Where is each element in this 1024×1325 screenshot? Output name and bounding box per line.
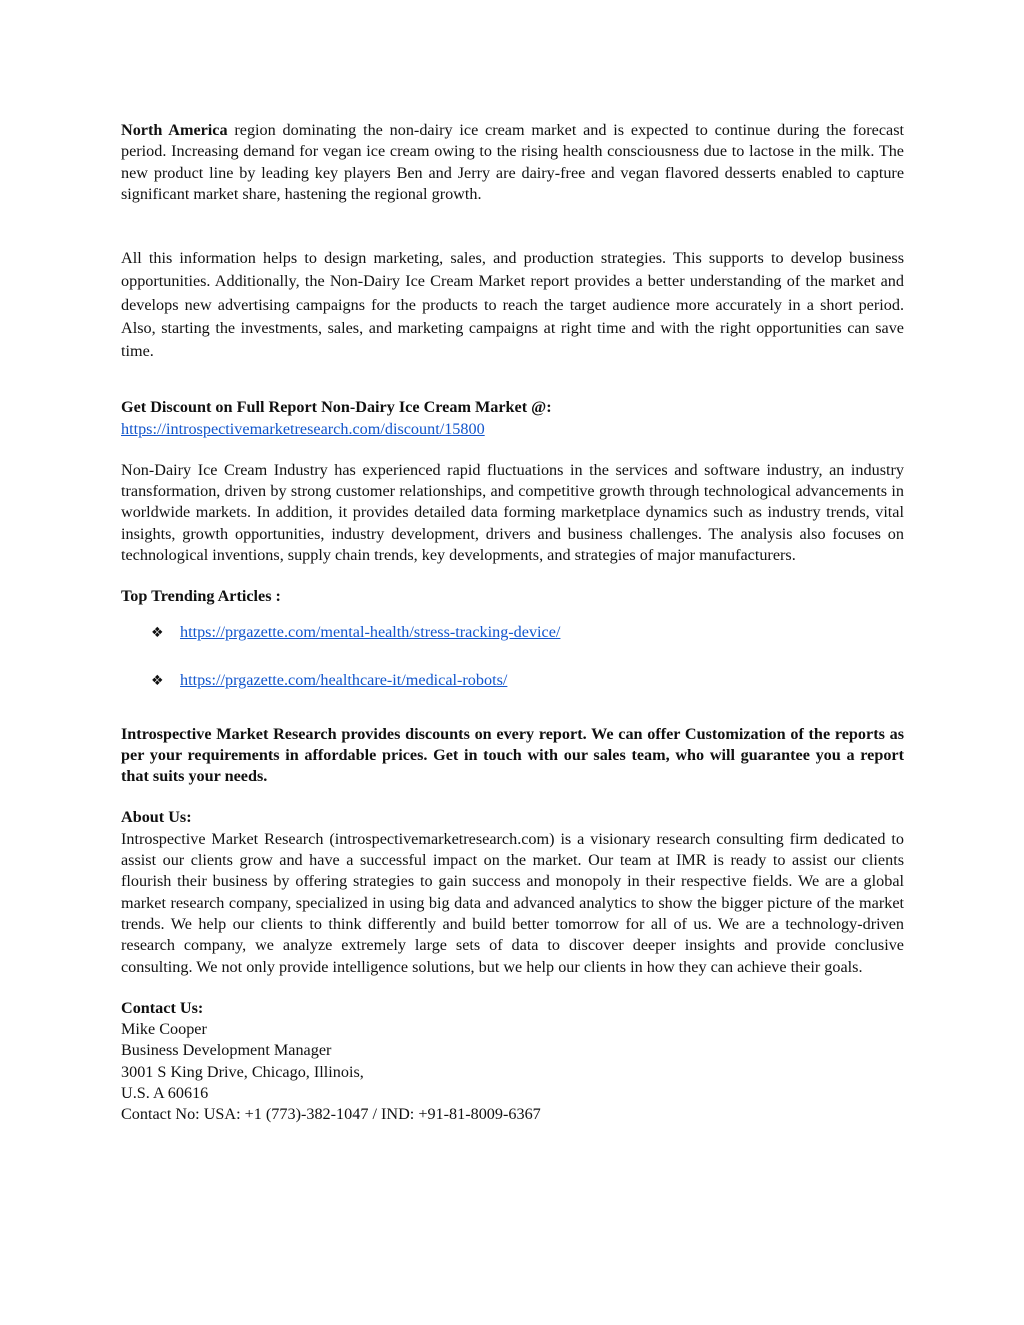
industry-paragraph: Non-Dairy Ice Cream Industry has experienced rapid fluctuations in the services and software industry, an industry transformation, driven by strong customer relationships, and competitive growth through technological advancements in worldwide markets. In addition, it provides detailed data forming marketplace dynamics such as industry trends, vital insights, growth opportunities, industry development, drivers and business challenges. The analysis also focuses on technological inventions, supply chain trends, key developments, and strategies of major manufacturers. (121, 460, 904, 564)
contact-address-line2: U.S. A 60616 (121, 1084, 209, 1103)
document-page (121, 120, 904, 1126)
trending-heading: Top Trending Articles : (121, 587, 281, 606)
contact-heading: Contact Us: (121, 998, 204, 1017)
list-item (121, 622, 904, 643)
discount-heading: Get Discount on Full Report Non-Dairy Ice Cream Market @: (121, 398, 552, 417)
trending-link-stress-tracking[interactable]: https://prgazette.com/mental-health/stress-tracking-device/ (180, 622, 561, 641)
list-item (121, 670, 904, 691)
contact-name: Mike Cooper (121, 1020, 207, 1039)
about-text: Introspective Market Research (introspectivemarketresearch.com) is a visionary research consulting firm dedicated to assist our clients grow and have a successful impact on the market. Our team at IMR is ready to assist our clients flourish their business by offering strategies to gain success and monopoly in their respective fields. We are a global market research company, specialized in using big data and advanced analytics to show the bigger picture of the market trends. We help our clients to think differently and build better tomorrow for all of us. We are a technology-driven research company, we analyze extremely large sets of data to discover deeper insights and provide conclusive consulting. We not only provide intelligence solutions, but we help our clients in how they can achieve their goals. (121, 829, 904, 976)
contact-title: Business Development Manager (121, 1041, 332, 1060)
north-america-text: region dominating the non-dairy ice cream market and is expected to continue during the forecast period. Increasing demand for vegan ice cream owing to the rising health consciousness due to lactose in the milk. The new product line by leading key players Ben and Jerry are dairy-free and vegan flavored desserts enabled to capture significant market share, hastening the regional growth. (121, 121, 904, 203)
north-america-lead: North America (121, 121, 228, 139)
contact-address-line1: 3001 S King Drive, Chicago, Illinois, (121, 1062, 364, 1081)
north-america-paragraph (121, 120, 904, 205)
trending-list (121, 622, 904, 691)
trending-link-medical-robots[interactable]: https://prgazette.com/healthcare-it/medical-robots/ (180, 670, 508, 689)
contact-phone: Contact No: USA: +1 (773)-382-1047 / IND: +91-81-8009-6367 (121, 1105, 541, 1124)
diamond-bullet-icon: ❖ (151, 624, 164, 641)
information-paragraph: All this information helps to design marketing, sales, and production strategies. This supports to develop business opportunities. Additionally, the Non-Dairy Ice Cream Market report provides a better understanding of the market and develops new advertising campaigns for the products to reach the target audience more accurately in a short period. Also, starting the investments, sales, and marketing campaigns at right time and with the right opportunities can save time. (121, 249, 904, 360)
diamond-bullet-icon: ❖ (151, 672, 164, 689)
offer-paragraph: Introspective Market Research provides discounts on every report. We can offer Customization of the reports as per your requirements in affordable prices. Get in touch with our sales team, who will guarantee you a report that suits your needs. (121, 724, 904, 786)
discount-link[interactable]: https://introspectivemarketresearch.com/discount/15800 (121, 419, 485, 438)
about-heading: About Us: (121, 808, 192, 827)
